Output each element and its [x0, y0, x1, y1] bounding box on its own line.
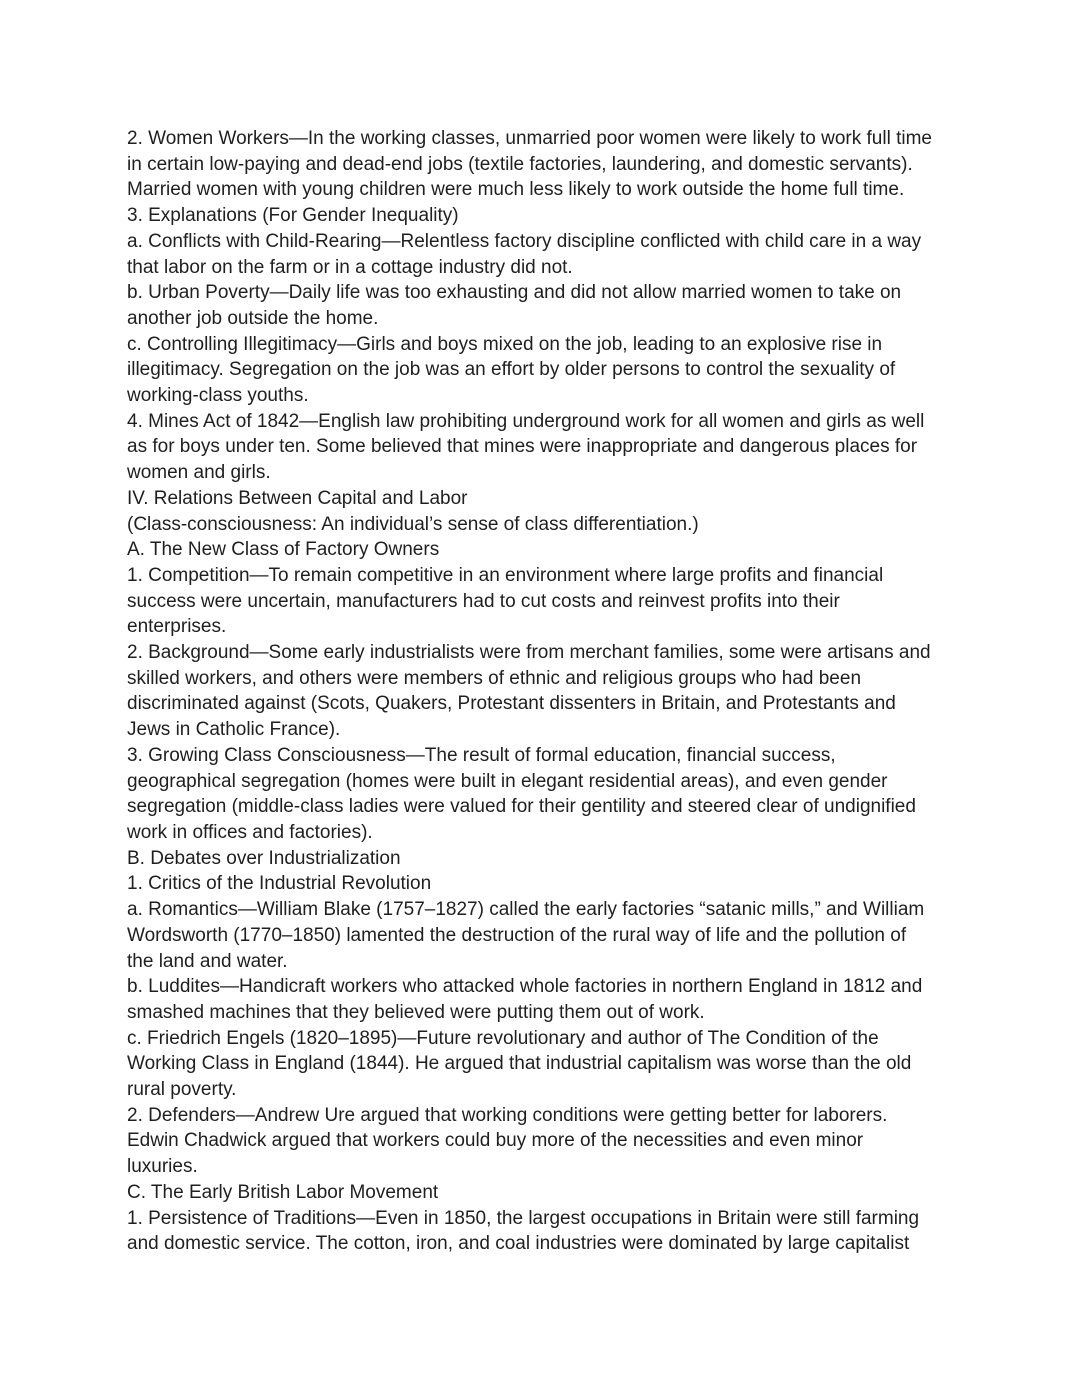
text-line: c. Friedrich Engels (1820–1895)—Future revolutionary and author of The Condition of the: [127, 1027, 879, 1049]
text-line: smashed machines that they believed were putting them out of work.: [127, 1001, 705, 1023]
section-heading: C. The Early British Labor Movement: [127, 1181, 439, 1203]
text-line: working-class youths.: [127, 385, 309, 407]
text-line: 4. Mines Act of 1842—English law prohibiting underground work for all women and girls as well: [127, 410, 925, 432]
text-line: women and girls.: [127, 462, 271, 484]
text-line: 3. Growing Class Consciousness—The result of formal education, financial success,: [127, 744, 836, 766]
text-line: 1. Persistence of Traditions—Even in 1850, the largest occupations in Britain were still farming: [127, 1207, 920, 1229]
text-line: another job outside the home.: [127, 307, 379, 329]
text-line: success were uncertain, manufacturers had to cut costs and reinvest profits into their: [127, 590, 840, 612]
section-heading: 3. Explanations (For Gender Inequality): [127, 205, 459, 227]
text-line: the land and water.: [127, 950, 288, 972]
text-line: that labor on the farm or in a cottage industry did not.: [127, 256, 573, 278]
text-line: Edwin Chadwick argued that workers could buy more of the necessities and even minor: [127, 1130, 864, 1152]
text-line: Jews in Catholic France).: [127, 719, 341, 741]
text-line: (Class-consciousness: An individual’s sense of class differentiation.): [127, 513, 699, 535]
text-line: b. Urban Poverty—Daily life was too exhausting and did not allow married women to take on: [127, 282, 902, 304]
text-line: Wordsworth (1770–1850) lamented the destruction of the rural way of life and the pollution of: [127, 924, 907, 946]
text-line: a. Conflicts with Child-Rearing—Relentless factory discipline conflicted with child care in a way: [127, 230, 922, 252]
text-line: enterprises.: [127, 616, 227, 638]
text-line: rural poverty.: [127, 1079, 237, 1101]
text-line: 2. Defenders—Andrew Ure argued that working conditions were getting better for laborers.: [127, 1104, 888, 1126]
text-line: segregation (middle-class ladies were valued for their gentility and steered clear of undignified: [127, 796, 916, 818]
text-line: a. Romantics—William Blake (1757–1827) called the early factories “satanic mills,” and William: [127, 899, 925, 921]
text-line: c. Controlling Illegitimacy—Girls and boys mixed on the job, leading to an explosive rise in: [127, 333, 883, 355]
section-heading: A. The New Class of Factory Owners: [127, 539, 440, 561]
text-line: b. Luddites—Handicraft workers who attacked whole factories in northern England in 1812 and: [127, 976, 923, 998]
text-line: 2. Women Workers—In the working classes, unmarried poor women were likely to work full time: [127, 128, 932, 149]
text-line: in certain low-paying and dead-end jobs (textile factories, laundering, and domestic servants).: [127, 153, 913, 175]
text-line: skilled workers, and others were members of ethnic and religious groups who had been: [127, 667, 862, 689]
text-line: as for boys under ten. Some believed that mines were inappropriate and dangerous places for: [127, 436, 918, 458]
text-line: discriminated against (Scots, Quakers, Protestant dissenters in Britain, and Protestants and: [127, 693, 896, 715]
text-line: Married women with young children were much less likely to work outside the home full time.: [127, 179, 905, 201]
document-page: [127, 126, 957, 1257]
text-line: 1. Critics of the Industrial Revolution: [127, 873, 432, 895]
text-line: 1. Competition—To remain competitive in an environment where large profits and financial: [127, 564, 884, 586]
text-line: work in offices and factories).: [127, 821, 373, 843]
text-line: 2. Background—Some early industrialists were from merchant families, some were artisans and: [127, 642, 931, 664]
section-heading: IV. Relations Between Capital and Labor: [127, 487, 468, 509]
section-heading: B. Debates over Industrialization: [127, 847, 401, 869]
text-line: Working Class in England (1844). He argued that industrial capitalism was worse than the old: [127, 1053, 912, 1075]
text-line: luxuries.: [127, 1156, 198, 1178]
text-line: illegitimacy. Segregation on the job was an effort by older persons to control the sexuality of: [127, 359, 896, 381]
text-line: and domestic service. The cotton, iron, and coal industries were dominated by large capitalist: [127, 1233, 910, 1255]
text-line: geographical segregation (homes were built in elegant residential areas), and even gender: [127, 770, 888, 792]
